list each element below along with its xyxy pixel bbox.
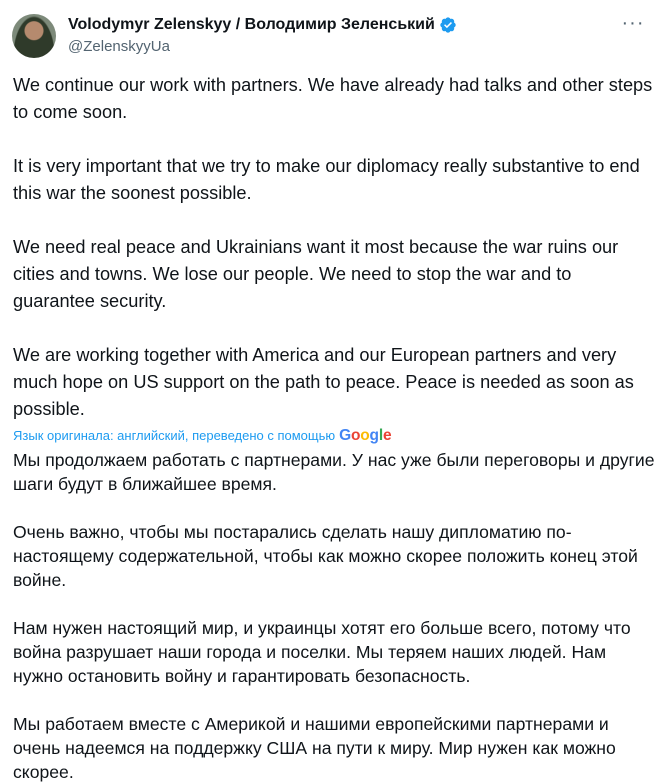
post-paragraph-ru: Мы работаем вместе с Америкой и нашими европейскими партнерами и очень надеемся на поддержку США на пути к миру. Мир нужен как можно скорее. xyxy=(13,714,616,782)
author-display-name[interactable]: Volodymyr Zelenskyy / Володимир Зеленський xyxy=(68,16,435,33)
author-name-row xyxy=(68,14,457,36)
post-paragraph-ru: Мы продолжаем работать с партнерами. У нас уже были переговоры и другие шаги будут в ближайшее время. xyxy=(13,450,655,494)
translation-note-text: Язык оригинала: английский, переведено с помощью xyxy=(13,428,336,443)
post-header xyxy=(12,12,660,60)
more-options-icon: ··· xyxy=(621,12,645,34)
more-options-button[interactable] xyxy=(618,14,648,38)
author-handle[interactable]: @ZelenskyyUa xyxy=(68,38,170,55)
author-info xyxy=(68,14,457,55)
post-body xyxy=(13,72,658,784)
post-paragraph-en: It is very important that we try to make our diplomacy really substantive to end this war the soonest possible. xyxy=(13,156,640,203)
post-paragraph-en: We are working together with America and our European partners and very much hope on US support on the path to peace. Peace is needed as soon as possible. xyxy=(13,345,634,419)
post-paragraph-ru: Очень важно, чтобы мы постарались сделать нашу дипломатию по-настоящему содержательной, чтобы как можно скорее положить конец этой войне. xyxy=(13,522,638,590)
post-paragraph-en: We continue our work with partners. We have already had talks and other steps to come soon. xyxy=(13,75,653,122)
translation-note[interactable] xyxy=(13,426,658,446)
verified-badge-icon[interactable] xyxy=(439,16,457,34)
post-paragraph-en: We need real peace and Ukrainians want it most because the war ruins our cities and towns. We lose our people. We need to stop the war and to guarantee security. xyxy=(13,237,619,311)
avatar[interactable] xyxy=(12,14,56,58)
post-paragraph-ru: Нам нужен настоящий мир, и украинцы хотят его больше всего, потому что война разрушает наши города и поселки. Мы теряем наших людей. Нам нужно остановить войну и гарантировать безопасность. xyxy=(13,618,631,686)
google-logo: Google xyxy=(339,427,392,444)
